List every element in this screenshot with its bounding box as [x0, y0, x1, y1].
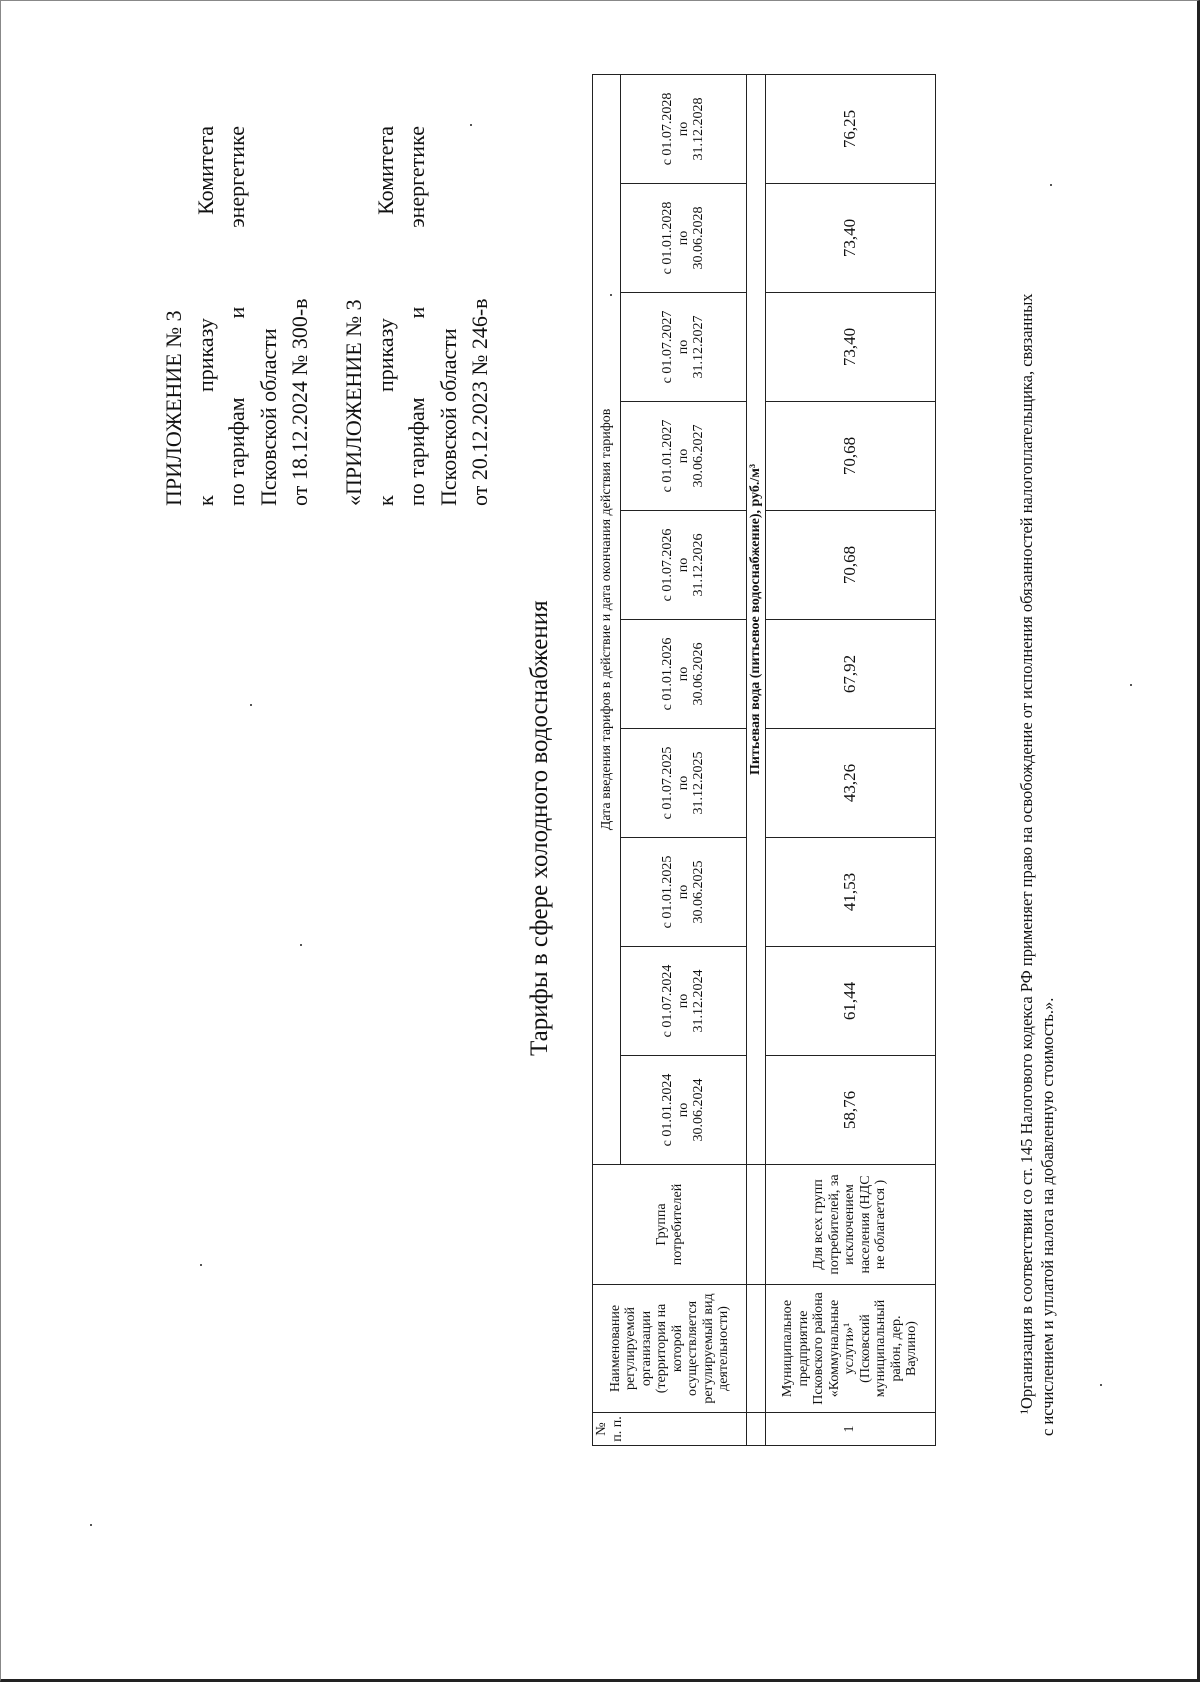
tariff-value: 73,40	[765, 293, 935, 402]
row-number: 1	[765, 1413, 935, 1446]
row-consumer-group: Для всех групп потребителей, за исключением населения (НДС не облагается )	[765, 1165, 935, 1285]
appendix-previous-line5: от 20.12.2023 № 246-в	[467, 298, 492, 506]
scan-speck	[1130, 684, 1132, 686]
header-consumer-group: Группа потребителей	[593, 1165, 747, 1285]
footnote-line2: с исчислением и уплатой налога на добавленную стоимость.».	[1038, 997, 1057, 1436]
scan-speck	[250, 704, 252, 706]
appendix-word: и	[404, 306, 429, 319]
appendix-word: энергетике	[224, 126, 249, 228]
tariff-value: 61,44	[765, 947, 935, 1056]
scan-speck	[90, 1524, 92, 1526]
period-header: с 01.07.2026 по 31.12.2026	[621, 511, 747, 620]
appendix-current	[158, 126, 316, 506]
period-header: с 01.01.2024 по 30.06.2024	[621, 1056, 747, 1165]
table-row	[765, 74, 935, 1445]
header-dates-group: Дата введения тарифов в действие и дата окончания действия тарифов	[593, 74, 621, 1164]
section-label: Питьевая вода (питьевое водоснабжение), руб./м³	[747, 74, 766, 1164]
appendix-previous-title: «ПРИЛОЖЕНИЕ № 3	[341, 299, 366, 506]
scan-speck	[470, 124, 472, 126]
period-header: с 01.07.2027 по 31.12.2027	[621, 293, 747, 402]
appendix-word: по тарифам	[404, 397, 429, 506]
period-header: с 01.01.2025 по 30.06.2025	[621, 838, 747, 947]
tariff-value: 41,53	[765, 838, 935, 947]
appendix-current-line5: от 18.12.2024 № 300-в	[287, 298, 312, 506]
scan-speck	[300, 944, 302, 946]
section-empty-cell	[747, 1165, 766, 1285]
header-number: № п. п.	[593, 1413, 747, 1446]
tariff-value: 67,92	[765, 620, 935, 729]
appendix-word: по тарифам	[224, 397, 249, 506]
appendix-current-title: ПРИЛОЖЕНИЕ № 3	[161, 310, 186, 506]
appendix-word: энергетике	[404, 126, 429, 228]
appendix-previous	[338, 126, 496, 506]
appendix-previous-line4: Псковской области	[435, 328, 461, 506]
footnote-line1: ¹Организация в соответствии со ст. 145 Налогового кодекса РФ применяет право на освобождение от исполнения обязанностей налогоплательщика, связанных	[1017, 293, 1036, 1414]
header-organization: Наименование регулируемой организации (территория на которой осуществляется регулируемый вид деятельности)	[593, 1285, 747, 1413]
tariff-value: 43,26	[765, 729, 935, 838]
footnote	[1016, 293, 1058, 1436]
appendix-previous-line2	[370, 126, 402, 506]
appendix-word: приказу	[372, 318, 398, 393]
tariff-table	[592, 74, 936, 1446]
appendix-current-line4: Псковской области	[255, 328, 281, 506]
table-header-row	[593, 74, 621, 1445]
period-header: с 01.07.2025 по 31.12.2025	[621, 729, 747, 838]
tariff-value: 70,68	[765, 511, 935, 620]
row-organization: Муниципальное предприятие Псковского района «Коммунальные услуги»¹ (Псковский муниципальный район, дер. Ваулино)	[765, 1285, 935, 1413]
period-header: с 01.01.2026 по 30.06.2026	[621, 620, 747, 729]
appendix-word: к	[372, 495, 398, 506]
period-header: с 01.01.2028 по 30.06.2028	[621, 184, 747, 293]
appendix-word: к	[192, 495, 218, 506]
appendix-word: и	[224, 306, 249, 319]
appendix-word: Комитета	[372, 126, 398, 215]
appendix-current-line3	[221, 126, 253, 506]
appendix-word: Комитета	[192, 126, 218, 215]
tariff-value: 76,25	[765, 74, 935, 183]
appendix-previous-line3	[401, 126, 433, 506]
period-header: с 01.07.2028 по 31.12.2028	[621, 74, 747, 183]
appendix-current-line2	[190, 126, 222, 506]
scan-speck	[1050, 184, 1052, 186]
scan-speck	[1100, 1384, 1102, 1386]
period-header: с 01.07.2024 по 31.12.2024	[621, 947, 747, 1056]
scan-speck	[200, 1264, 202, 1266]
document-title: Тарифы в сфере холодного водоснабжения	[526, 600, 553, 1056]
section-empty-cell	[747, 1285, 766, 1413]
scan-speck	[610, 294, 612, 296]
tariff-value: 70,68	[765, 402, 935, 511]
section-row	[747, 74, 766, 1445]
tariff-value: 58,76	[765, 1056, 935, 1165]
section-empty-cell	[747, 1413, 766, 1446]
tariff-value: 73,40	[765, 184, 935, 293]
appendix-word: приказу	[192, 318, 218, 393]
period-header: с 01.01.2027 по 30.06.2027	[621, 402, 747, 511]
